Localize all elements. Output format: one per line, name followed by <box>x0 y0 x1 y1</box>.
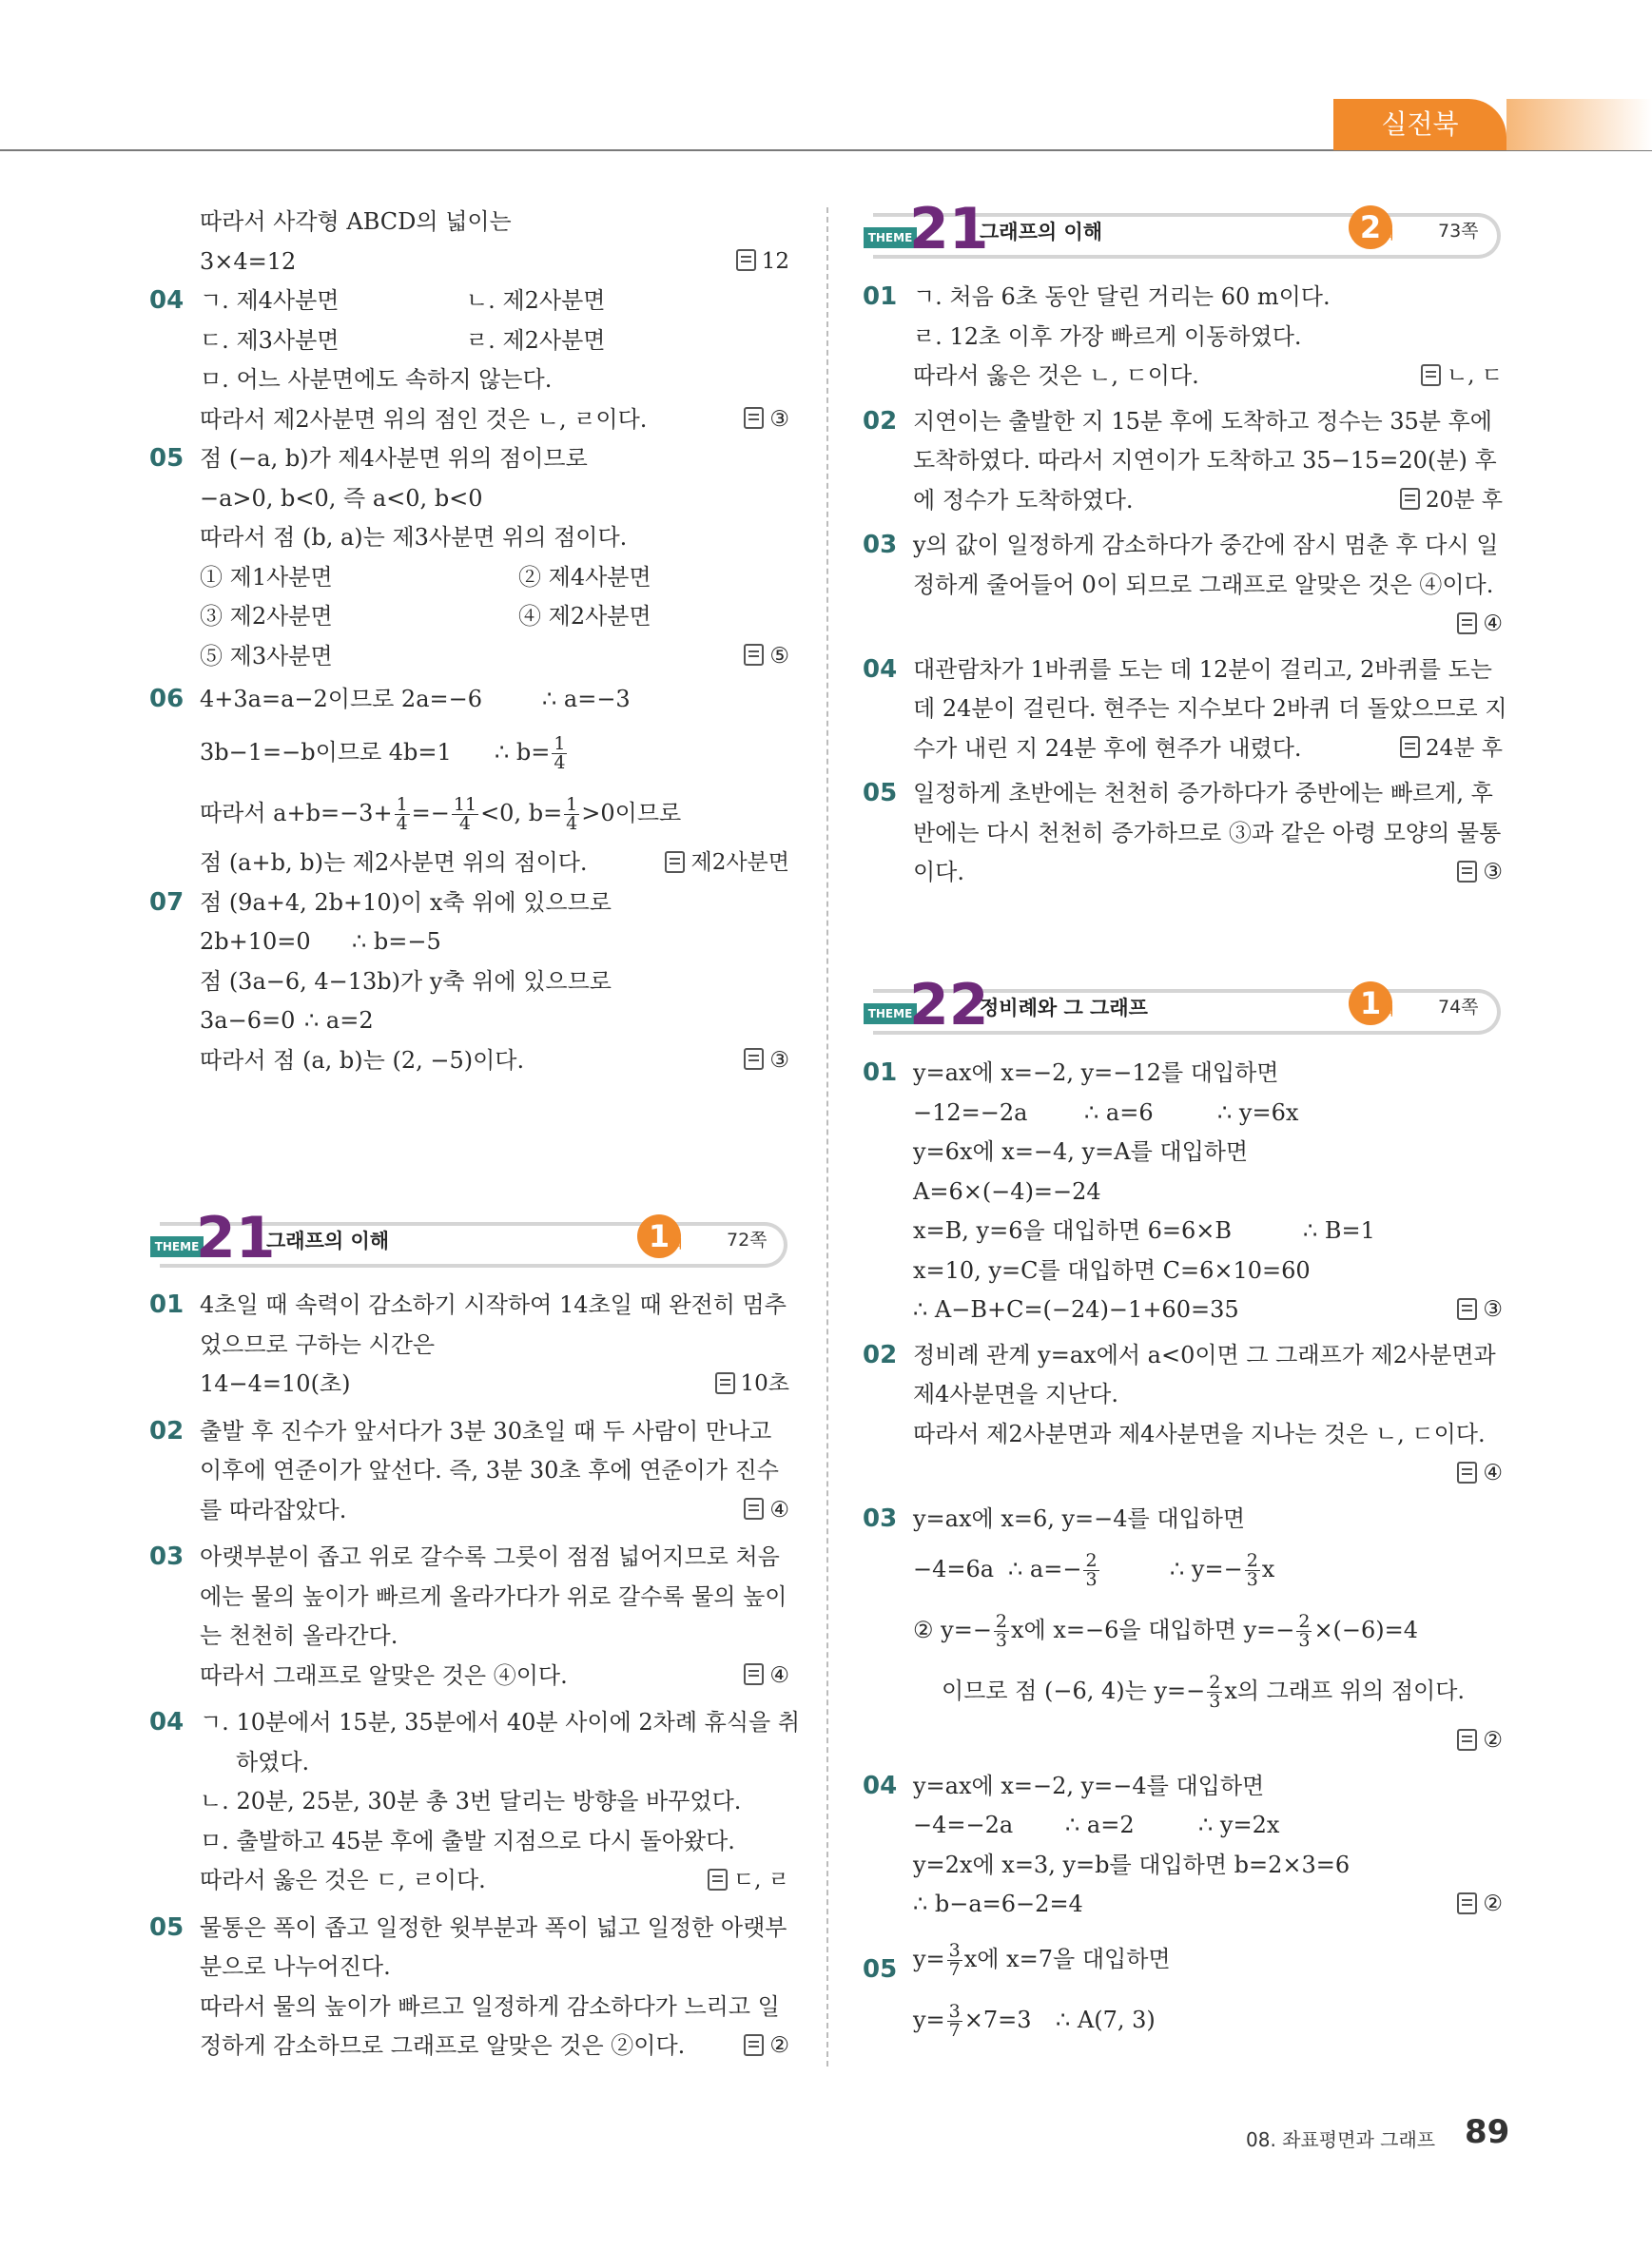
theme-title: 그래프의 이해 <box>980 221 1103 243</box>
text-line: 정하게 감소하므로 그래프로 알맞은 것은 ②이다. ② <box>152 2027 789 2067</box>
fraction: $\frac{1}{4}$ <box>554 733 566 773</box>
theme-number: 21 <box>196 1205 276 1271</box>
problem-02: 02 출발 후 진수가 앞서다가 3분 30초일 때 두 사람이 만나고 <box>152 1412 789 1452</box>
answer-icon <box>744 644 764 666</box>
fraction: $\frac{11}{4}$ <box>453 794 477 834</box>
text-line: 따라서 제2사분면과 제4사분면을 지나는 것은 ㄴ, ㄷ이다. <box>913 1420 1486 1447</box>
answer-mark: ③ <box>744 400 789 440</box>
fraction: $\frac{3}{7}$ <box>948 2000 961 2041</box>
answer-icon <box>1400 488 1420 510</box>
answer-icon <box>736 249 756 271</box>
text-line: ∴ b−a=6−2=4 ② <box>865 1885 1503 1925</box>
text-line: 따라서 그래프로 알맞은 것은 ④이다. ④ <box>152 1657 789 1697</box>
answer-mark: ⑤ <box>744 637 789 677</box>
text-line: ㅁ. 어느 사분면에도 속하지 않는다. <box>200 366 553 393</box>
problem-number: 04 <box>149 1708 185 1737</box>
problem-number: 03 <box>149 1543 185 1571</box>
round-badge: 2 <box>1349 205 1392 249</box>
choice: ② 제4사분면 <box>518 563 651 591</box>
item: ㄴ. 제2사분면 <box>466 287 606 314</box>
right-column-bottom <box>865 1054 1503 2050</box>
math: ∴ a=2 <box>304 1007 374 1034</box>
problem-05: 05 점 (−a, b)가 제4사분면 위의 점이므로 <box>152 439 789 479</box>
answer-icon <box>744 1498 764 1520</box>
answer-mark: 24분 후 <box>1400 729 1503 769</box>
problem-number: 07 <box>149 887 185 917</box>
text-line: −4=−2a ∴ a=2 ∴ y=2x <box>865 1806 1503 1846</box>
theme-tag: THEME <box>864 1003 917 1024</box>
problem-number: 04 <box>149 286 185 315</box>
choice: ④ 제2사분면 <box>518 603 651 630</box>
text-line: A=6×(−4)=−24 <box>913 1177 1101 1205</box>
problem-01: 01 y=ax에 x=−2, y=−12를 대입하면 <box>865 1054 1503 1094</box>
section-tab-fade <box>1506 99 1652 150</box>
text-line: ㄹ. 12초 이후 가장 빠르게 이동하였다. <box>913 322 1302 350</box>
choice-line: ① 제1사분면 ② 제4사분면 <box>152 558 789 598</box>
right-column-top <box>863 278 1507 893</box>
answer-mark: 제2사분면 <box>665 844 789 883</box>
answer-mark: 10초 <box>715 1365 790 1405</box>
problem-number: 02 <box>863 1340 898 1369</box>
text-line <box>865 605 1503 645</box>
theme-title: 그래프의 이해 <box>266 1230 390 1252</box>
text-line: 분으로 나누어진다. <box>200 1953 391 1980</box>
math: ∴ b=−5 <box>352 928 441 955</box>
answer-icon <box>1457 1298 1477 1320</box>
problem-03: 03 아랫부분이 좁고 위로 갈수록 그릇이 점점 넓어지므로 처음 <box>152 1538 789 1578</box>
text-line: 이므로 점 (−6, 4)는 y=− $\frac{2}{3}$ x의 그래프 위의 점이다. <box>942 1672 1466 1712</box>
text-line: ㄴ. 20분, 25분, 30분 총 3번 달리는 방향을 바꾸었다. <box>200 1788 742 1814</box>
answer-icon <box>1457 612 1477 634</box>
answer-icon <box>715 1372 735 1394</box>
answer-mark: 20분 후 <box>1400 481 1503 521</box>
text-line: 따라서 점 (b, a)는 제3사분면 위의 점이다. <box>200 524 628 551</box>
answer-mark: ③ <box>1457 1290 1503 1330</box>
problem-number: 01 <box>863 282 898 311</box>
text-line: 따라서 물의 높이가 빠르고 일정하게 감소하다가 느리고 일 <box>200 1992 780 2020</box>
fraction: $\frac{2}{3}$ <box>1298 1611 1311 1651</box>
page-ref: 73쪽 <box>1438 221 1479 242</box>
answer-mark: ③ <box>1457 853 1503 893</box>
text-line: 에는 물의 높이가 빠르게 올라가다가 위로 갈수록 물의 높이 <box>200 1582 787 1610</box>
answer-icon <box>1421 364 1441 386</box>
text-line: 하였다. <box>236 1748 310 1776</box>
text-line: 따라서 제2사분면 위의 점인 것은 ㄴ, ㄹ이다. ③ <box>152 400 789 440</box>
page-number: 89 <box>1465 2113 1510 2151</box>
text-line: 3b−1=−b이므로 4b=1 ∴ b= $\frac{1}{4}$ <box>200 733 566 773</box>
problem-03: 03 y=ax에 x=6, y=−4를 대입하면 <box>865 1500 1503 1540</box>
text-line <box>152 321 789 361</box>
answer-mark: ④ <box>744 1491 789 1531</box>
math: ∴ y=2x <box>1198 1812 1280 1838</box>
text-line: 이다. ③ <box>865 853 1503 893</box>
fraction: $\frac{2}{3}$ <box>1085 1550 1098 1590</box>
text-line: 점 (a+b, b)는 제2사분면 위의 점이다. 제2사분면 <box>152 844 789 883</box>
text-line: 따라서 옳은 것은 ㄴ, ㄷ이다. ㄴ, ㄷ <box>865 357 1503 397</box>
theme-title: 정비례와 그 그래프 <box>980 997 1148 1019</box>
item: ㄷ. 제3사분면 <box>200 326 340 354</box>
left-column-bottom <box>149 1286 801 2067</box>
problem-01: 01 ㄱ. 처음 6초 동안 달린 거리는 60 m이다. <box>865 278 1503 318</box>
text-line: 데 24분이 걸린다. 현주는 지수보다 2바퀴 더 돌았으므로 지 <box>913 695 1507 722</box>
problem-number: 05 <box>149 1912 185 1942</box>
choice-line: ⑤ 제3사분면 ⑤ <box>152 637 789 677</box>
problem-05: 05 물통은 폭이 좁고 일정한 윗부분과 폭이 넓고 일정한 아랫부 <box>152 1909 789 1949</box>
text-line: 3a−6=0 ∴ a=2 <box>152 1001 789 1041</box>
column-divider <box>826 207 828 2067</box>
answer-icon <box>708 1869 728 1891</box>
answer-icon <box>744 2034 764 2056</box>
text-line: 반에는 다시 천천히 증가하므로 ③과 같은 아령 모양의 물통 <box>913 819 1502 846</box>
problem-05: 05 y= $\frac{3}{7}$ x에 x=7을 대입하면 <box>865 1929 1503 1989</box>
text-line: x=B, y=6을 대입하면 6=6×B ∴ B=1 <box>865 1212 1503 1252</box>
text-line: 제4사분면을 지난다. <box>913 1381 1118 1407</box>
math: ∴ y=6x <box>1217 1098 1299 1126</box>
text-line: 는 천천히 올라간다. <box>200 1622 398 1649</box>
answer-mark: ② <box>1457 1885 1503 1925</box>
answer-mark: ④ <box>1457 1454 1503 1494</box>
fraction: $\frac{2}{3}$ <box>1246 1550 1258 1590</box>
fraction: $\frac{2}{3}$ <box>1209 1672 1221 1712</box>
problem-05: 05 일정하게 초반에는 천천히 증가하다가 중반에는 빠르게, 후 <box>865 774 1503 814</box>
text-line: 2b+10=0 ∴ b=−5 <box>152 922 789 962</box>
theme-tag: THEME <box>150 1236 204 1257</box>
problem-01: 01 4초일 때 속력이 감소하기 시작하여 14초일 때 완전히 멈추 <box>152 1286 789 1326</box>
math: ∴ a=2 <box>1065 1812 1135 1838</box>
theme-header <box>864 196 1501 262</box>
problem-07: 07 점 (9a+4, 2b+10)이 x축 위에 있으므로 <box>152 883 789 923</box>
left-column-top <box>149 203 789 1080</box>
text-line: 점 (3a−6, 4−13b)가 y축 위에 있으므로 <box>200 967 612 995</box>
round-suffix: 회 <box>671 1237 683 1251</box>
text-line <box>865 1454 1503 1494</box>
chapter-title: 08. 좌표평면과 그래프 <box>1246 2128 1436 2151</box>
item: ㄱ. 제4사분면 <box>200 287 340 314</box>
text-line: −a>0, b<0, 즉 a<0, b<0 <box>200 484 483 512</box>
text-line: 3×4=12 12 <box>152 243 789 282</box>
round-suffix: 회 <box>1383 228 1394 242</box>
problem-number: 05 <box>863 1954 898 1984</box>
answer-icon <box>1400 736 1420 758</box>
theme-header <box>150 1205 787 1271</box>
problem-03: 03 y의 값이 일정하게 감소하다가 중간에 잠시 멈춘 후 다시 일 <box>865 526 1503 566</box>
page-ref: 72쪽 <box>727 1230 768 1251</box>
text-line: 에 정수가 도착하였다. 20분 후 <box>865 481 1503 521</box>
text-line: 따라서 a+b=−3+ $\frac{1}{4}$ =− $\frac{11}{4}$ <0, b= $\frac{1}{4}$ >0이므로 <box>200 794 682 834</box>
problem-02: 02 지연이는 출발한 지 15분 후에 도착하고 정수는 35분 후에 <box>865 402 1503 442</box>
problem-number: 04 <box>863 654 898 684</box>
text-line: y=2x에 x=3, y=b를 대입하면 b=2×3=6 <box>913 1851 1351 1878</box>
text-line: 14−4=10(초) 10초 <box>152 1365 789 1405</box>
round-badge: 1 <box>637 1214 681 1258</box>
text-line: ∴ A−B+C=(−24)−1+60=35 ③ <box>865 1290 1503 1330</box>
problem-04: 04 대관람차가 1바퀴를 도는 데 12분이 걸리고, 2바퀴를 도는 <box>865 650 1503 690</box>
text-line: 이후에 연준이가 앞선다. 즉, 3분 30초 후에 연준이가 진수 <box>200 1457 779 1484</box>
answer-mark: ② <box>1457 1721 1503 1761</box>
math: ∴ a=−3 <box>542 686 631 712</box>
answer-mark: 12 <box>736 243 789 282</box>
problem-number: 03 <box>863 1504 898 1533</box>
answer-icon <box>1457 1892 1477 1914</box>
problem-number: 02 <box>149 1416 185 1446</box>
problem-number: 05 <box>149 444 185 473</box>
item: ㄹ. 제2사분면 <box>466 326 606 354</box>
page-ref: 74쪽 <box>1438 997 1479 1018</box>
answer-icon <box>744 407 764 429</box>
theme-tag: THEME <box>864 227 917 248</box>
problem-04: 04 ㄱ. 10분에서 15분, 35분에서 40분 사이에 2차례 휴식을 취 <box>152 1703 789 1743</box>
text-line: 따라서 사각형 ABCD의 넓이는 <box>200 208 512 235</box>
answer-mark: ㄷ, ㄹ <box>708 1861 789 1901</box>
text-line: 도착하였다. 따라서 지연이가 도착하고 35−15=20(분) 후 <box>913 447 1497 474</box>
text-line: y=6x에 x=−4, y=A를 대입하면 <box>913 1138 1249 1165</box>
theme-header <box>864 972 1501 1038</box>
text-line: y= $\frac{3}{7}$ ×7=3 ∴ A(7, 3) <box>865 1989 1503 2050</box>
answer-icon <box>665 851 685 873</box>
answer-mark: ④ <box>1457 605 1503 645</box>
answer-mark: ③ <box>744 1041 789 1081</box>
problem-number: 02 <box>863 406 898 436</box>
problem-04 <box>149 281 789 321</box>
answer-icon <box>744 1663 764 1685</box>
round-suffix: 회 <box>1383 1004 1394 1018</box>
problem-06: 06 4+3a=a−2이므로 2a=−6 ∴ a=−3 <box>152 676 789 722</box>
math: ∴ B=1 <box>1303 1217 1375 1244</box>
problem-02: 02 정비례 관계 y=ax에서 a<0이면 그 그래프가 제2사분면과 <box>865 1336 1503 1376</box>
problem-number: 04 <box>863 1771 898 1800</box>
theme-number: 22 <box>909 972 989 1038</box>
answer-icon <box>1457 861 1477 883</box>
text-line: 를 따라잡았다. ④ <box>152 1491 789 1531</box>
text-line: −12=−2a ∴ a=6 ∴ y=6x <box>865 1094 1503 1134</box>
problem-number: 01 <box>863 1058 898 1087</box>
fraction: $\frac{1}{4}$ <box>566 794 578 834</box>
fraction: $\frac{1}{4}$ <box>396 794 408 834</box>
answer-icon <box>1457 1729 1477 1751</box>
problem-number: 05 <box>863 779 898 807</box>
text-line: ② y=− $\frac{2}{3}$ x에 x=−6을 대입하면 y=− $\frac{2}{3}$ ×(−6)=4 <box>913 1611 1419 1651</box>
text-line: 수가 내린 지 24분 후에 현주가 내렸다. 24분 후 <box>865 729 1503 769</box>
problem-number: 01 <box>149 1290 185 1319</box>
math: ∴ a=6 <box>1084 1098 1154 1126</box>
answer-mark: ㄴ, ㄷ <box>1421 357 1503 397</box>
choice-line: ③ 제2사분면 ④ 제2사분면 <box>152 597 789 637</box>
section-tab-label: 실전북 <box>1381 108 1459 140</box>
text-line: ㅁ. 출발하고 45분 후에 출발 지점으로 다시 돌아왔다. <box>200 1827 735 1854</box>
math: ∴ A(7, 3) <box>1056 2006 1156 2033</box>
problem-number: 06 <box>149 685 185 713</box>
text-line <box>865 1721 1503 1761</box>
problem-04: 04 y=ax에 x=−2, y=−4를 대입하면 <box>865 1767 1503 1807</box>
text-line: x=10, y=C를 대입하면 C=6×10=60 <box>913 1256 1311 1284</box>
answer-mark: ④ <box>744 1657 789 1697</box>
text-line: 정하게 줄어들어 0이 되므로 그래프로 알맞은 것은 ④이다. <box>913 571 1494 598</box>
answer-icon <box>744 1048 764 1070</box>
answer-icon <box>1457 1462 1477 1484</box>
fraction: $\frac{2}{3}$ <box>995 1611 1008 1651</box>
text-line: 따라서 점 (a, b)는 (2, −5)이다. ③ <box>152 1041 789 1081</box>
fraction: $\frac{3}{7}$ <box>948 1939 961 1980</box>
problem-number: 03 <box>863 531 898 559</box>
text-line: 었으므로 구하는 시간은 <box>200 1330 436 1358</box>
round-badge: 1 <box>1349 981 1392 1025</box>
answer-mark: ② <box>744 2027 789 2067</box>
text-line: 따라서 옳은 것은 ㄷ, ㄹ이다. ㄷ, ㄹ <box>152 1861 789 1901</box>
theme-number: 21 <box>909 196 989 262</box>
text-line: −4=6a ∴ a=− $\frac{2}{3}$ ∴ y=− $\frac{2}{3}$ x <box>913 1550 1275 1590</box>
